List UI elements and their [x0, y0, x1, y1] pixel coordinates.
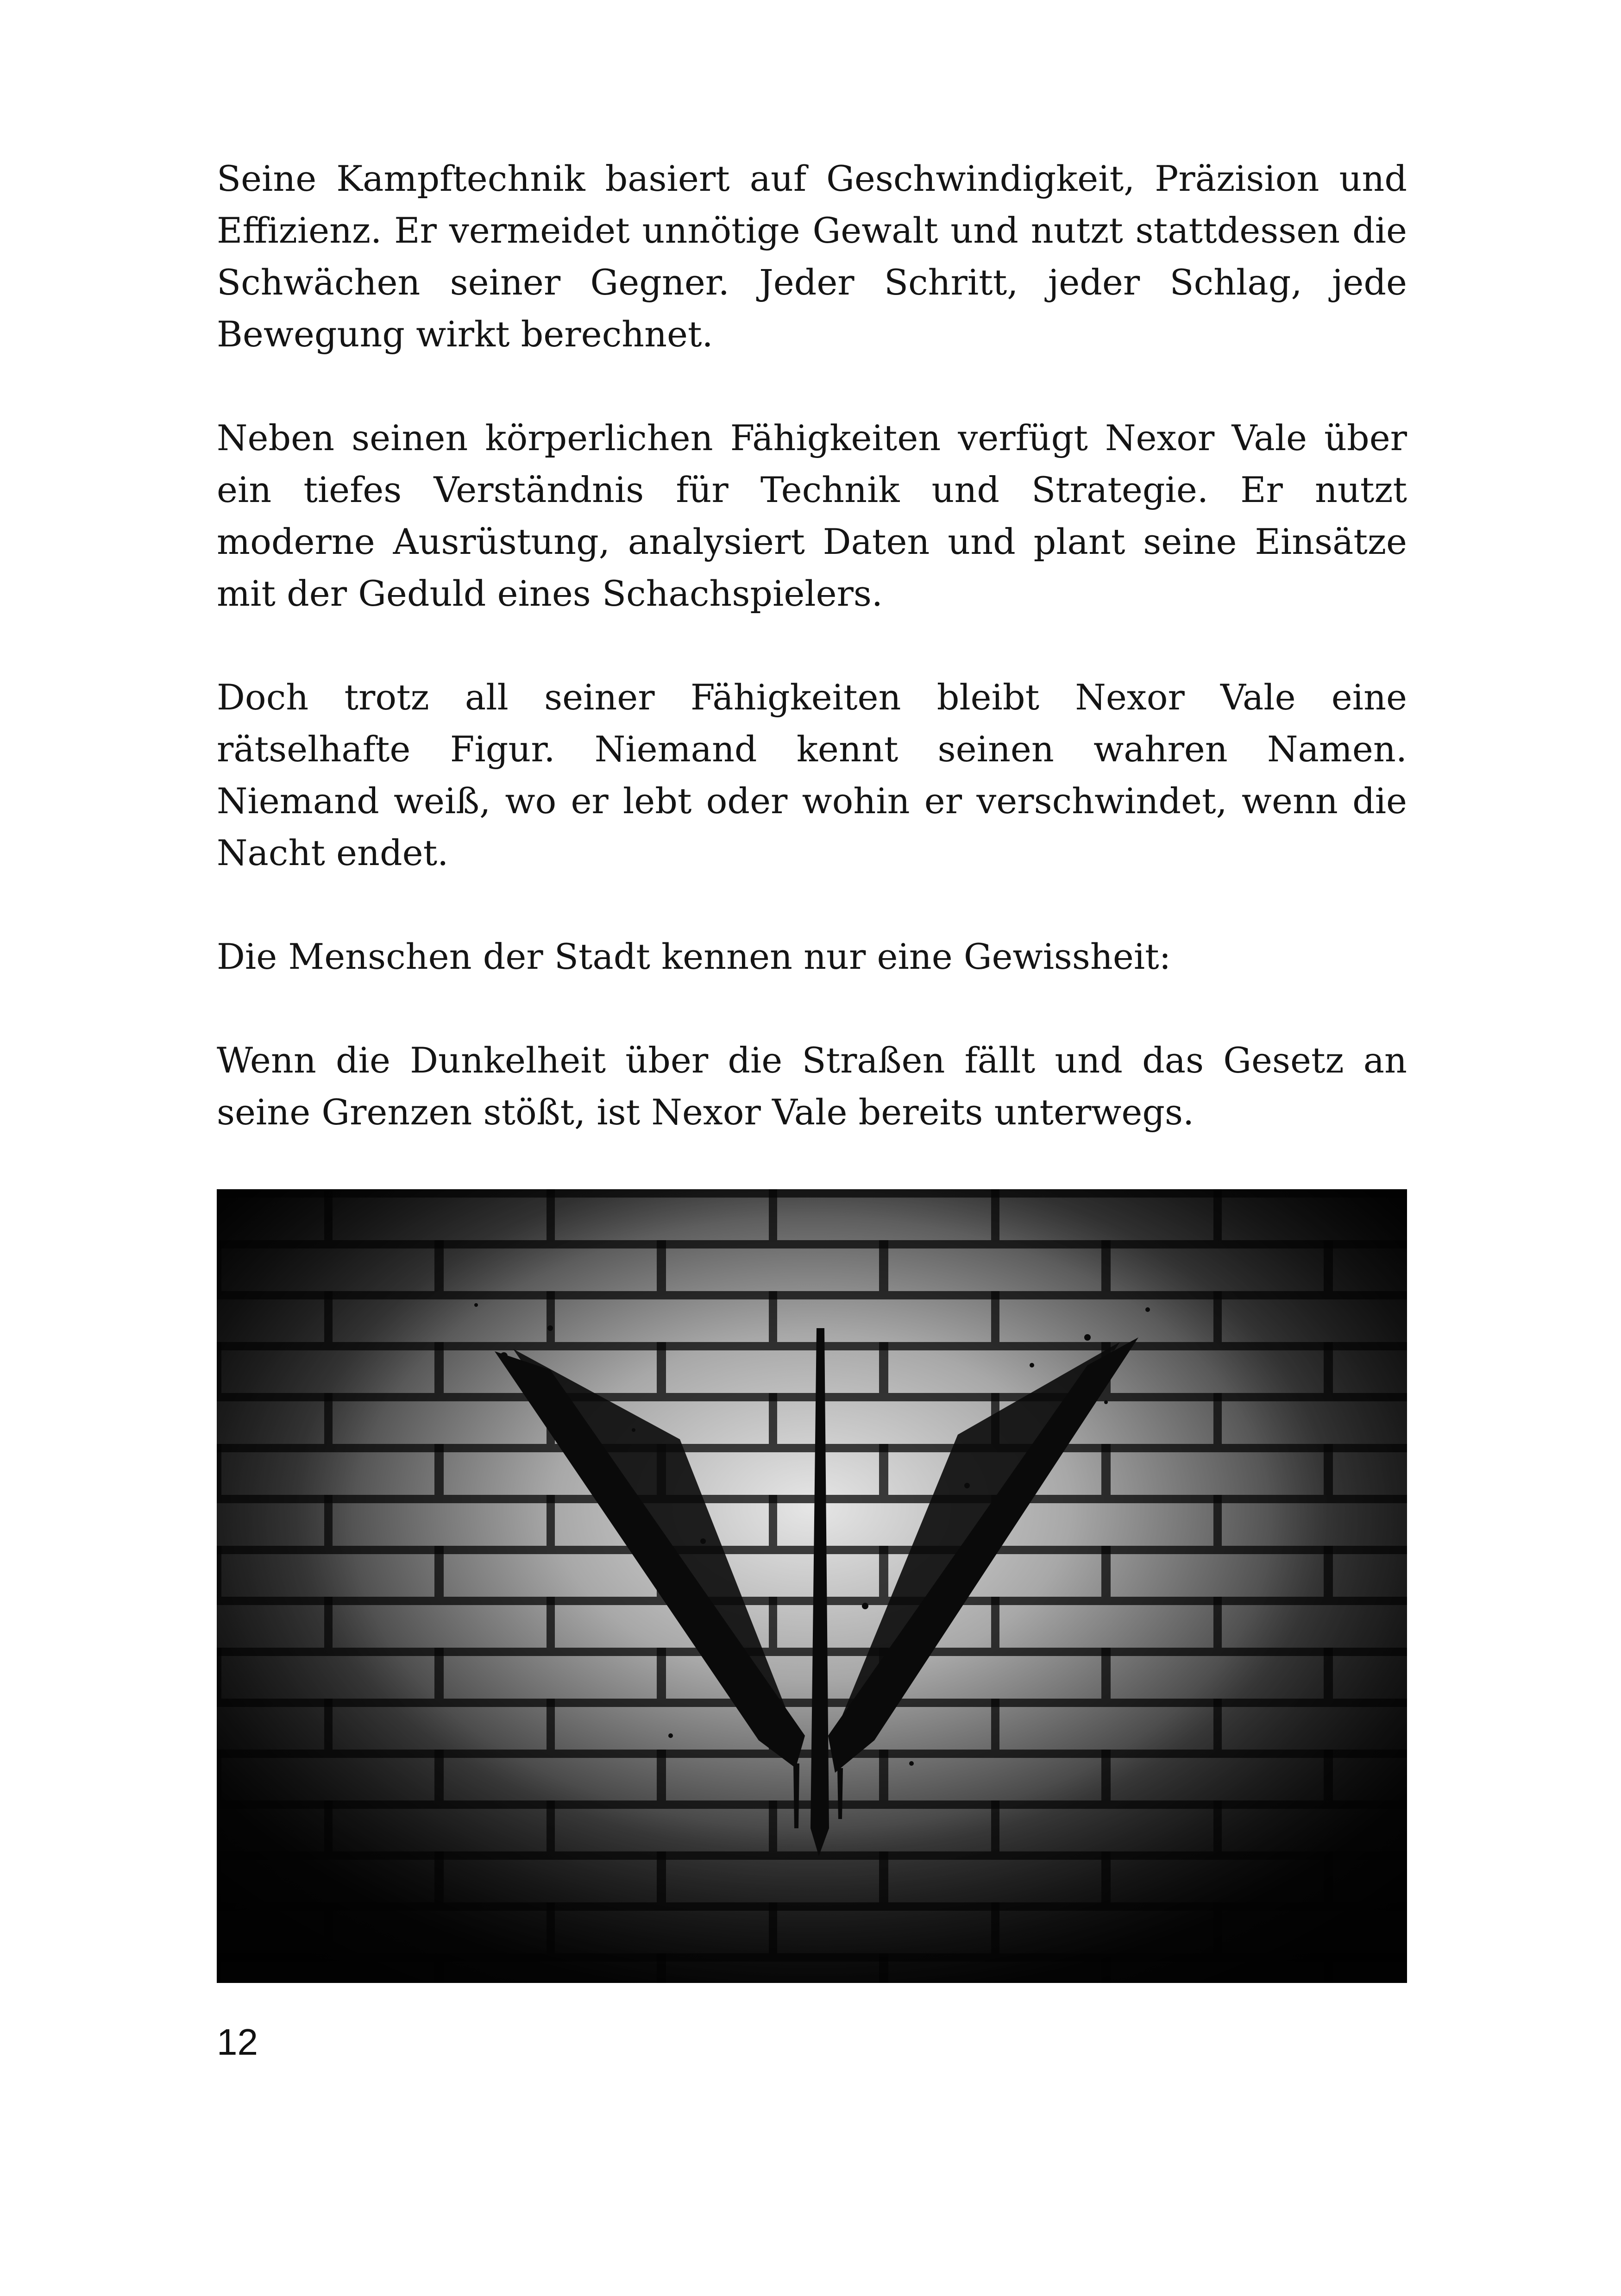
- paragraph-4: Die Menschen der Stadt kennen nur eine Gewissheit:: [217, 936, 1171, 977]
- body-text: [217, 153, 1407, 1294]
- emblem-illustration: [217, 1189, 1407, 1983]
- paragraph-1: Seine Kampftechnik basiert auf Geschwindigkeit, Präzision und Effizienz. Er vermeidet unnötige Gewalt und nutzt stattdessen die Schwächen seiner Gegner. Jeder Schritt, jeder Schlag, jede Bewegung wirkt berechnet.: [217, 158, 1407, 355]
- paragraph-2: Neben seinen körperlichen Fähigkeiten verfügt Nexor Vale über ein tiefes Verständnis für Technik und Strategie. Er nutzt moderne Ausrüstung, analysiert Daten und plant seine Einsätze mit der Geduld eines Schachspielers.: [217, 417, 1407, 614]
- paragraph-5: Wenn die Dunkelheit über die Straßen fällt und das Gesetz an seine Grenzen stößt, ist Nexor Vale bereits unterwegs.: [217, 1040, 1407, 1133]
- vignette: [217, 1189, 1407, 1983]
- page-number: 12: [217, 2021, 258, 2063]
- paragraph-3: Doch trotz all seiner Fähigkeiten bleibt Nexor Vale eine rätselhafte Figur. Niemand kennt seinen wahren Namen. Niemand weiß, wo er lebt oder wohin er verschwindet, wenn die Nacht endet.: [217, 677, 1407, 873]
- brick-wall-emblem-image: [217, 1189, 1407, 1983]
